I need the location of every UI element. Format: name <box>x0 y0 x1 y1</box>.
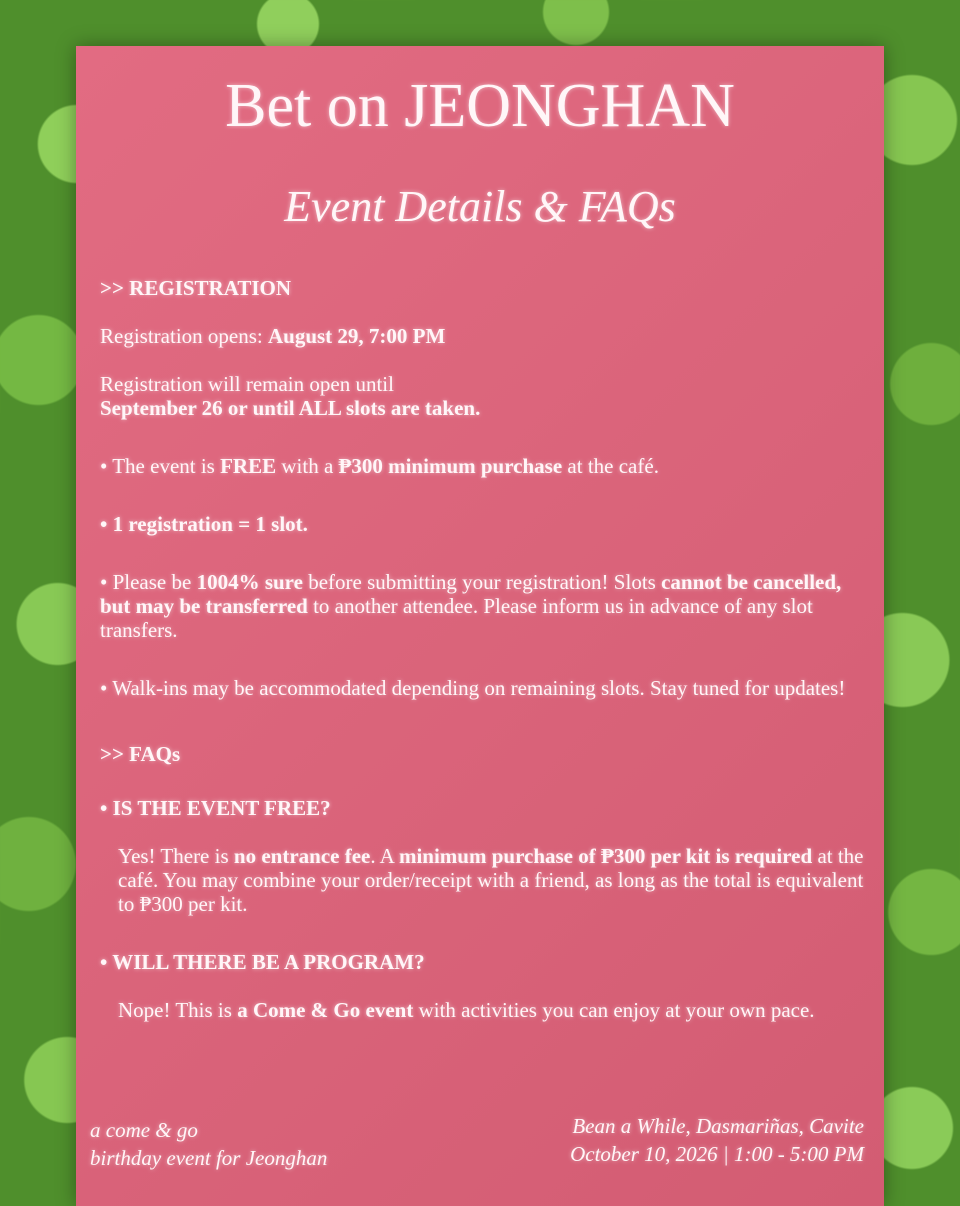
registration-open-until: Registration will remain open until September 26 or until ALL slots are taken. <box>100 372 481 420</box>
poster-content <box>100 276 868 1046</box>
footer-venue: Bean a While, Dasmariñas, Cavite <box>572 1114 864 1138</box>
free-event-note: • The event is FREE with a ₱300 minimum purchase at the café. <box>100 454 659 478</box>
footer-datetime: October 10, 2026 | 1:00 - 5:00 PM <box>570 1142 864 1166</box>
faq-answer-program: Nope! This is a Come & Go event with activities you can enjoy at your own pace. <box>118 998 815 1022</box>
slot-rule: • 1 registration = 1 slot. <box>100 512 308 536</box>
registration-heading: >> REGISTRATION <box>100 276 291 300</box>
slot-transfer-note: • Please be 1004% sure before submitting your registration! Slots cannot be cancelled, but may be transferred to another attendee. Please inform us in advance of any slot transfers. <box>100 570 842 642</box>
walkins-note: • Walk-ins may be accommodated depending on remaining slots. Stay tuned for updates! <box>100 676 846 700</box>
faq-answer-free: Yes! There is no entrance fee. A minimum purchase of ₱300 per kit is required at the café. You may combine your order/receipt with a friend, as long as the total is equivalent to ₱300 per kit. <box>118 844 864 916</box>
footer-left-line-2: birthday event for Jeonghan <box>90 1146 328 1170</box>
poster-subtitle: Event Details & FAQs <box>284 182 676 231</box>
footer-event-type <box>90 1116 327 1172</box>
faqs-heading: >> FAQs <box>100 742 181 766</box>
faq-question-free: • IS THE EVENT FREE? <box>100 796 331 820</box>
poster-title: Bet on JEONGHAN <box>225 72 735 140</box>
footer-left-line-1: a come & go <box>90 1118 198 1142</box>
footer-venue-datetime <box>570 1112 864 1168</box>
faq-question-program: • WILL THERE BE A PROGRAM? <box>100 950 425 974</box>
registration-opens: Registration opens: August 29, 7:00 PM <box>100 324 446 348</box>
event-poster <box>76 46 884 1206</box>
